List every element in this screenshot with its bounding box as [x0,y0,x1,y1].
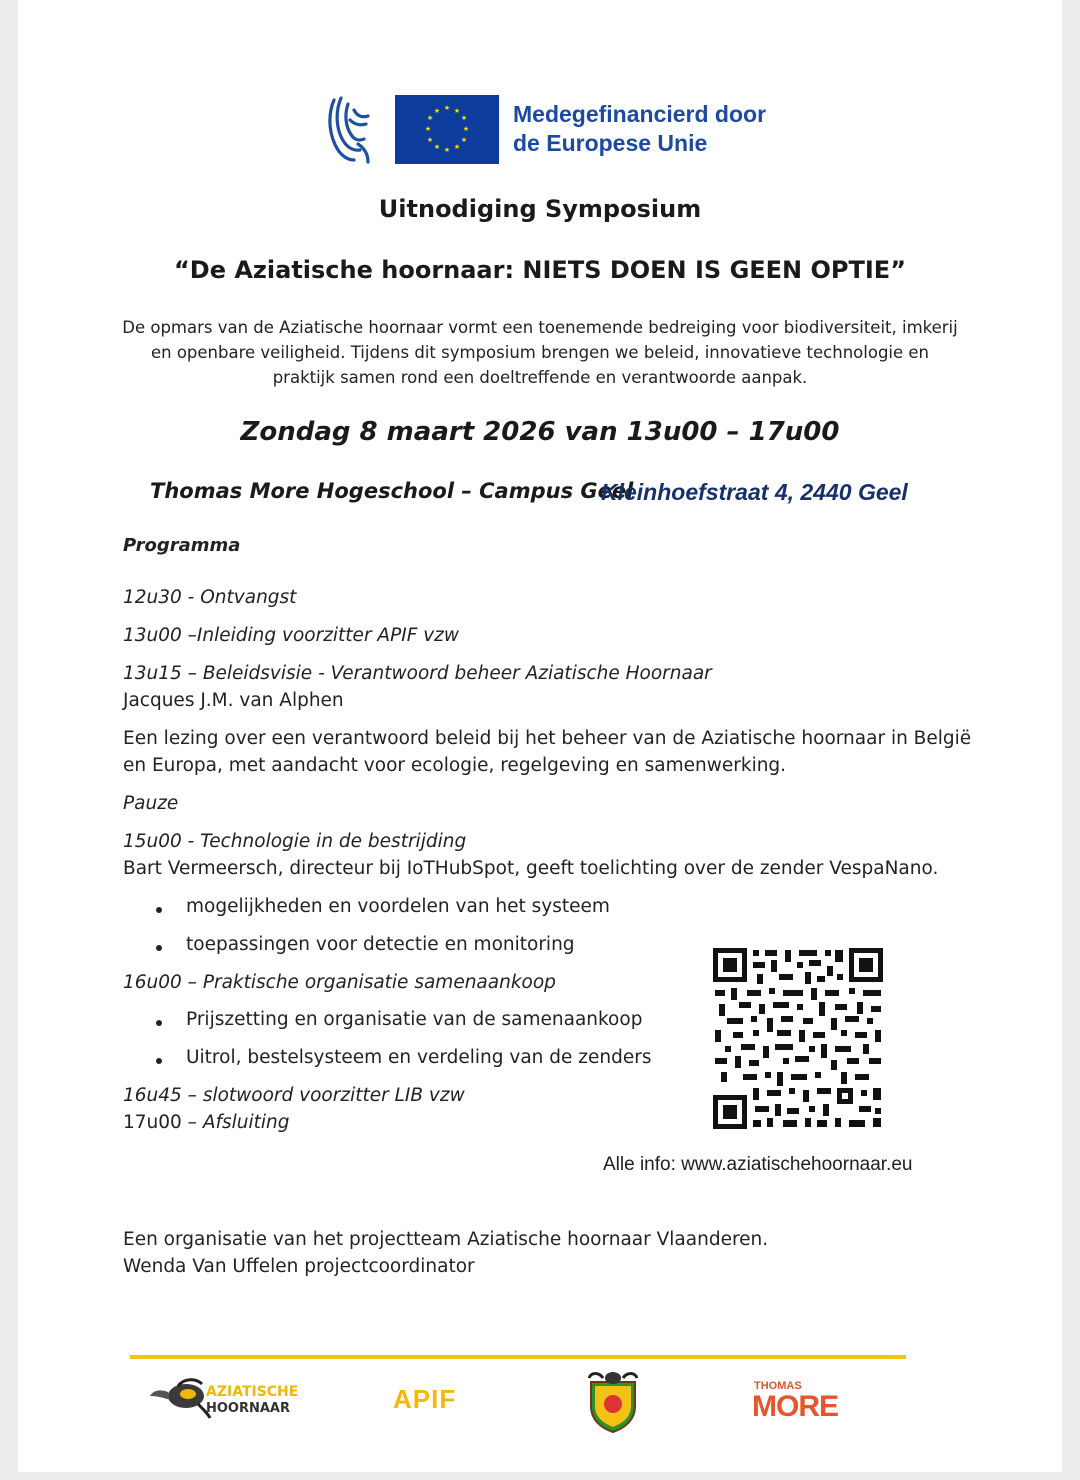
closing-label: Afsluiting [202,1112,290,1133]
programme-speaker: Jacques J.M. van Alphen [123,690,344,711]
invitation-page [18,0,1062,1472]
intro-line: en openbare veiligheid. Tijdens dit symposium brengen we beleid, innovatieve technologie en [150,343,930,362]
qr-code[interactable] [713,948,883,1129]
info-link[interactable]: Alle info: www.aziatischehoornaar.eu [603,1154,913,1175]
coordinator-line: Wenda Van Uffelen projectcoordinator [123,1256,475,1277]
svg-text:★: ★ [426,114,434,122]
svg-text:★: ★ [443,104,451,112]
svg-text:★: ★ [462,125,470,133]
svg-text:★: ★ [433,143,441,151]
programme-description-line: Bart Vermeersch, directeur bij IoTHubSpot, geeft toelichting over de zender VespaNano. [123,858,939,879]
eu-flag-logo [395,95,499,164]
svg-text:★: ★ [460,136,468,144]
page-title: Uitnodiging Symposium [378,195,702,223]
svg-text:★: ★ [433,107,441,115]
programme-item-technology: 15u00 - Technologie in de bestrijding [123,831,467,852]
bullet-item: toepassingen voor detectie en monitoring [148,934,610,972]
svg-text:★: ★ [424,125,432,133]
organisation-bullet-list [148,1009,651,1085]
intro-line: De opmars van de Aziatische hoornaar vormt een toenemende bedreiging voor biodiversiteit, imkerij [122,318,958,337]
technology-bullet-list [148,896,610,972]
event-date: Zondag 8 maart 2026 van 13u00 – 17u00 [240,417,840,447]
flemish-lion-logo [324,94,374,166]
programme-item-organisation: 16u00 – Praktische organisatie samenaankoop [123,972,556,993]
svg-text:★: ★ [443,146,451,154]
thomas-more-logo-small-text: THOMAS [754,1380,802,1392]
svg-text:★: ★ [460,114,468,122]
event-venue: Thomas More Hogeschool – Campus Geel [150,479,634,503]
svg-text:★: ★ [453,107,461,115]
svg-text:★: ★ [453,143,461,151]
intro-paragraph [18,315,1062,390]
lib-crest-logo [581,1368,645,1434]
event-address: Kleinhoefstraat 4, 2440 Geel [601,479,908,505]
apif-logo: APIF [393,1384,457,1414]
closing-time: 17u00 – [123,1112,203,1133]
bullet-item: Uitrol, bestelsysteem en verdeling van de zenders [148,1047,651,1085]
programme-item-closing-word: 16u45 – slotwoord voorzitter LIB vzw [123,1085,465,1106]
logo-text-hoornaar: HOORNAAR [206,1401,291,1416]
programme-description-line: en Europa, met aandacht voor ecologie, regelgeving en samenwerking. [123,755,787,776]
symposium-subtitle: “De Aziatische hoornaar: NIETS DOEN IS GEEN OPTIE” [174,256,906,284]
eu-cofunding-text [513,100,766,158]
eu-text-line1: Medegefinancierd door [513,101,767,127]
footer-divider [130,1355,906,1359]
aziatische-hoornaar-logo [148,1374,308,1424]
programme-heading: Programma [123,535,241,556]
bullet-item: mogelijkheden en voordelen van het systeem [148,896,610,934]
organisation-line: Een organisatie van het projectteam Aziatische hoornaar Vlaanderen. [123,1229,769,1250]
eu-text-line2: de Europese Unie [513,130,708,156]
programme-pause: Pauze [123,793,179,814]
programme-item-policy: 13u15 – Beleidsvisie - Verantwoord beheer Aziatische Hoornaar [123,663,712,684]
programme-item-closing [123,1112,290,1133]
bullet-item: Prijszetting en organisatie van de samenaankoop [148,1009,651,1047]
svg-text:★: ★ [426,136,434,144]
logo-text-aziatische: AZIATISCHE [206,1384,299,1400]
thomas-more-logo: MORE [752,1390,838,1423]
intro-line: praktijk samen rond een doeltreffende en verantwoorde aanpak. [272,368,808,387]
programme-item-introduction: 13u00 –Inleiding voorzitter APIF vzw [123,625,460,646]
programme-item-reception: 12u30 - Ontvangst [123,587,297,608]
programme-description-line: Een lezing over een verantwoord beleid bij het beheer van de Aziatische hoornaar in België [123,728,972,749]
